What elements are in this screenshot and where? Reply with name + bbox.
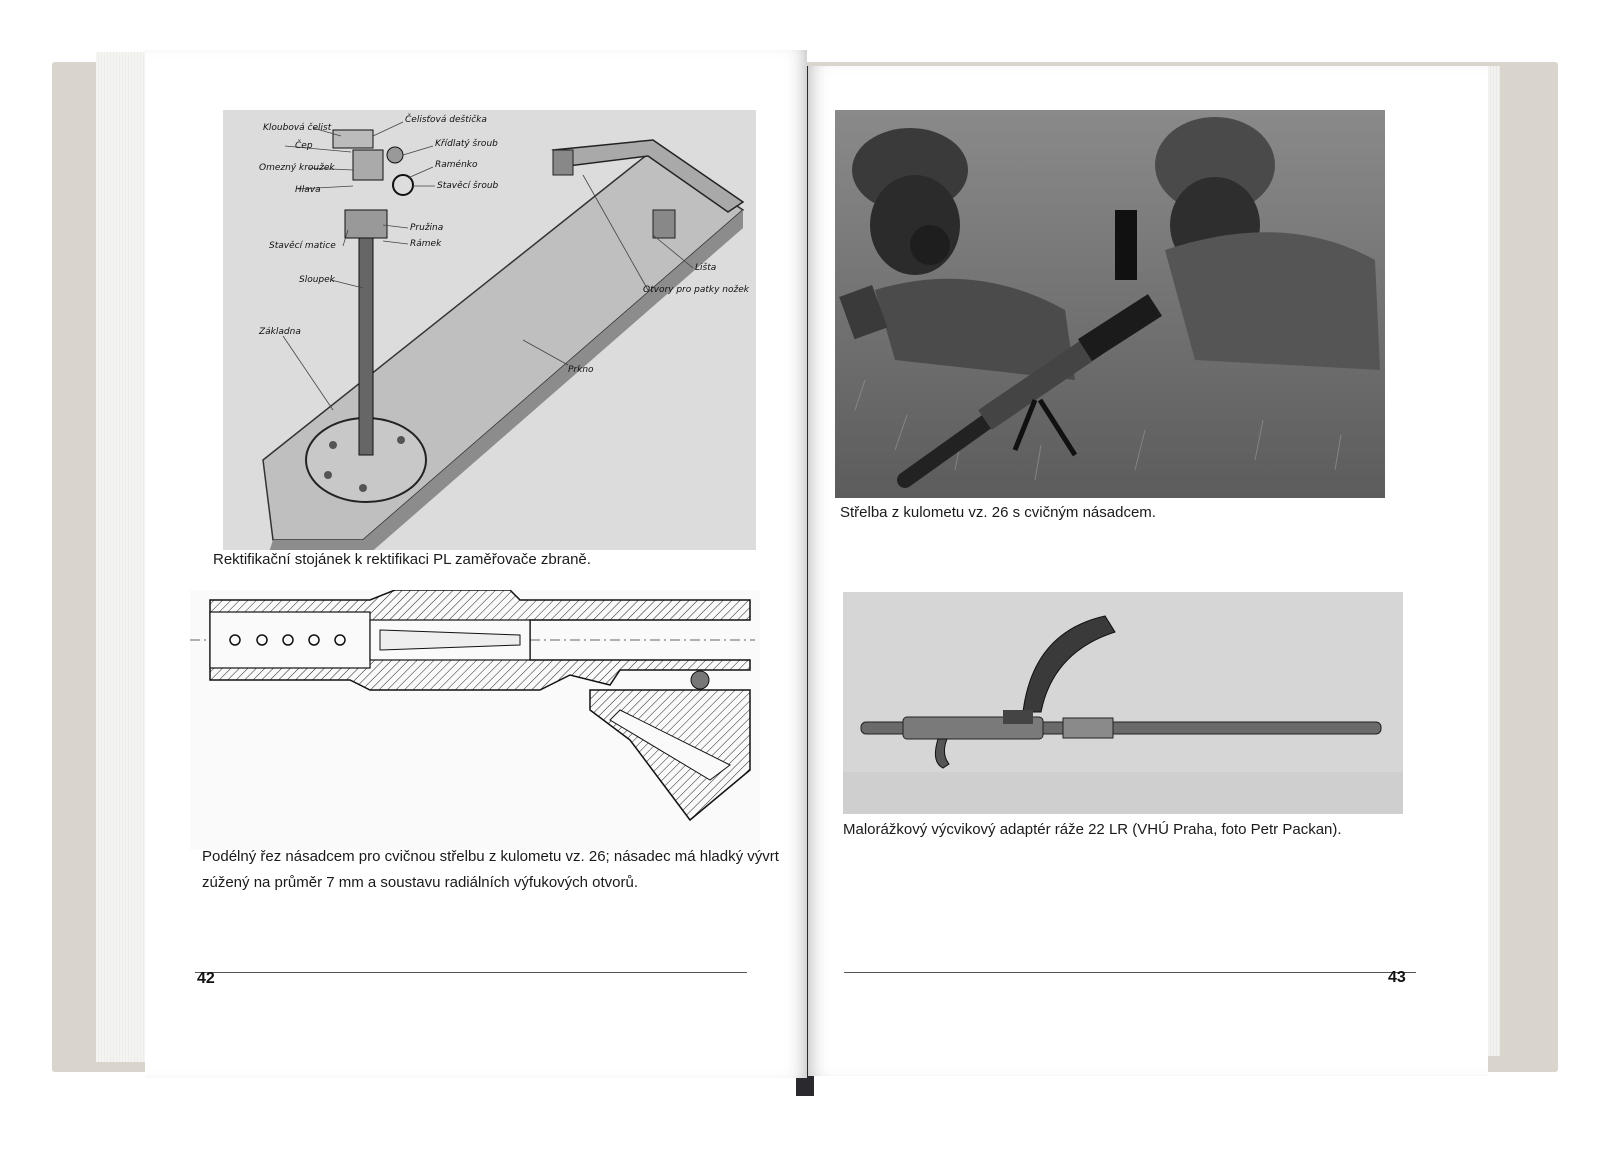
right-page xyxy=(808,66,1488,1076)
label-zakladna: Základna xyxy=(259,327,301,337)
label-ramenko: Raménko xyxy=(435,160,478,170)
rectification-stand-svg xyxy=(223,110,756,550)
soldiers-firing-photo xyxy=(835,110,1385,498)
label-kloubova-celist: Kloubová čelist xyxy=(263,123,332,133)
label-staveci-sroub: Stavěcí šroub xyxy=(437,181,499,191)
smallbore-adapter-svg xyxy=(843,592,1403,814)
label-celistova-desticka: Čelisťová deštička xyxy=(405,115,487,125)
label-hlava: Hlava xyxy=(295,185,321,195)
label-omezny-krouzek: Omezný kroužek xyxy=(259,163,335,173)
label-prkno: Prkno xyxy=(568,365,594,375)
right-footer-rule xyxy=(844,972,1416,973)
label-pruzina: Pružina xyxy=(410,223,444,233)
label-otvory: Otvory pro patky nožek xyxy=(643,285,749,295)
page-number-right: 43 xyxy=(1388,969,1406,986)
label-lista: Lišta xyxy=(695,263,717,273)
muzzle-attachment-section-svg xyxy=(190,590,760,850)
page-number-left: 42 xyxy=(197,970,215,987)
figure2-caption-line1: Podélný řez násadcem pro cvičnou střelbu z kulometu vz. 26; násadec má hladký vývrt xyxy=(202,848,779,865)
muzzle-attachment-section-drawing xyxy=(190,590,760,850)
rectification-stand-drawing xyxy=(223,110,756,550)
label-staveci-matice: Stavěcí matice xyxy=(269,241,336,251)
soldiers-firing-svg xyxy=(835,110,1385,498)
smallbore-adapter-photo xyxy=(843,592,1403,814)
label-sloupek: Sloupek xyxy=(299,275,335,285)
label-cep: Čep xyxy=(295,141,313,151)
label-ramek: Rámek xyxy=(410,239,442,249)
photo1-caption: Střelba z kulometu vz. 26 s cvičným násadcem. xyxy=(840,504,1156,521)
figure1-caption: Rektifikační stojánek k rektifikaci PL zaměřovače zbraně. xyxy=(213,551,591,568)
figure2-caption-line2: zúžený na průměr 7 mm a soustavu radiálních výfukových otvorů. xyxy=(202,874,639,891)
left-footer-rule xyxy=(195,972,747,973)
left-page xyxy=(145,50,807,1078)
photo2-caption: Malorážkový výcvikový adaptér ráže 22 LR (VHÚ Praha, foto Petr Packan). xyxy=(843,821,1342,838)
label-kridlaty-sroub: Křídlatý šroub xyxy=(435,139,498,149)
